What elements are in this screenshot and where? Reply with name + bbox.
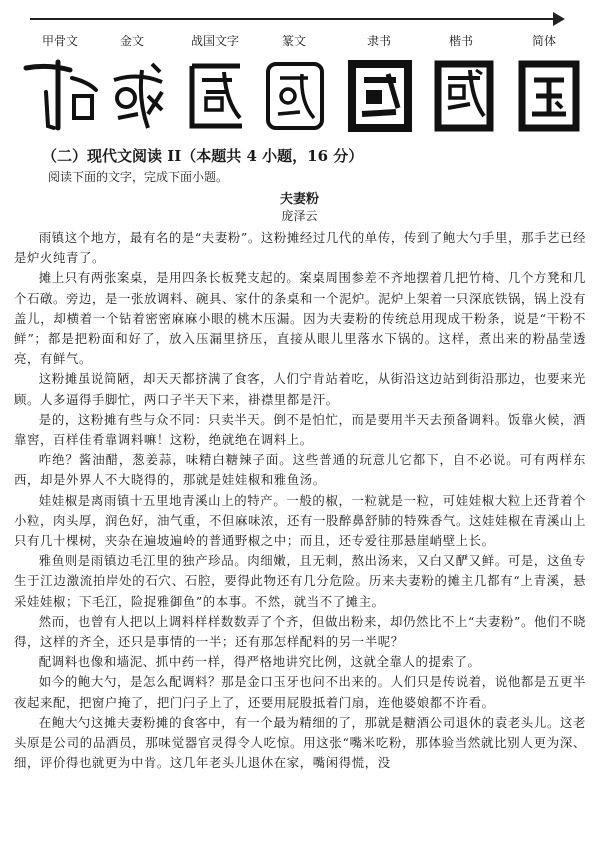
oracle-bone-guo-glyph-icon: [18, 56, 102, 136]
clerical-guo-glyph-icon: [346, 56, 414, 136]
script-stage-labels: [0, 32, 599, 50]
stage-label-oracle-bone: 甲骨文: [41, 34, 79, 48]
arrow-head-icon: [553, 12, 565, 26]
article-title: 夫妻粉: [279, 192, 319, 207]
article-paragraph: 摊上只有两张案桌，是用四条长板凳支起的。案桌周围参差不齐地摆着几把竹椅、几个方凳和几个石礅。旁边，是一张放调料、碗具、家什的条桌和一个泥炉。泥炉上架着一只深底铁锅，锅上没有盖儿，却横着一个钻着密密麻麻小眼的桃木压漏。因为夫妻粉的传统总用现成干粉条，说是“干粉不鲜”；都是把粉面和好了，放入压漏里挤压，直接从眼儿里落水下锅的。这样，煮出来的粉晶莹透亮，有鲜气。: [14, 270, 586, 367]
reading-instruction: 阅读下面的文字，完成下面小题。: [48, 170, 229, 184]
seal-guo-glyph-icon: [262, 56, 328, 136]
regular-guo-glyph-icon: [430, 56, 498, 136]
stage-label-warring-states: 战国文字: [190, 34, 240, 48]
guo-character-evolution-glyphs: [0, 56, 599, 136]
simplified-guo-glyph-icon: [514, 56, 584, 136]
article-paragraph: 咋绝？酱油醋，葱姜蒜，味精白糖辣子面。这些普通的玩意儿它都下，自不必说。可有两样东西，却是外界人不大晓得的，那就是娃娃椒和雅鱼汤。: [14, 452, 586, 488]
timeline-line: [30, 18, 555, 20]
stage-label-clerical: 隶书: [366, 34, 392, 48]
article-paragraph: 是的，这粉摊有些与众不同：只卖半天。倒不是怕忙，而是要用半天去预备调料。饭靠火候，酒靠窖，百样佳肴靠调料嘛！这粉，绝就绝在调料上。: [14, 411, 586, 448]
article-body: [14, 228, 586, 773]
stage-label-simplified: 简体: [531, 34, 557, 48]
stage-label-seal: 篆文: [281, 34, 307, 48]
article-paragraph: 雨镇这个地方，最有名的是“夫妻粉”。这粉摊经过几代的单传，传到了鲍大勺手里，那手艺已经是炉火纯青了。: [14, 230, 586, 266]
bronze-guo-glyph-icon: [108, 56, 168, 136]
article-paragraph: 配调料也像和墙泥、抓中药一样，得严格地讲究比例，这就全靠人的提索了。: [38, 654, 481, 670]
article-paragraph: 如今的鲍大勺，是怎么配调料？那是金口玉牙也问不出来的。人们只是传说着，说他都是五更半夜起来配，把窗户掩了，把门闩子上了，还要用屁股抵着门扇，连他婆娘都不许看。: [14, 674, 586, 710]
article-paragraph: 这粉摊虽说简陋，却天天都挤满了食客，人们宁肯站着吃，从街沿这边站到街沿那边，也要来光顾。人多逼得手脚忙，两口子半天下来，褂襟里都是汗。: [14, 371, 586, 407]
stage-label-regular: 楷书: [448, 34, 474, 48]
article-paragraph: 然而，也曾有人把以上调料样样数数弄了个齐，但做出粉来，却仍然比不上“夫妻粉”。他们不晓得，这样的齐全，还只是事情的一半；还有那怎样配料的另一半呢？: [14, 613, 586, 650]
evolution-timeline-arrow: [30, 10, 565, 26]
article-paragraph: 娃娃椒是离雨镇十五里地青溪山上的特产。一般的椒，一粒就是一粒，可娃娃椒大粒上还背着个小粒，肉头厚，润色好，油气重，不但麻味浓，还有一股醉鼻舒肺的特殊香气。这娃娃椒在青溪山上只有几十棵树，夹杂在遍坡遍岭的普通野椒之中；而且，还专爱往那悬崖峭壁上长。: [14, 492, 586, 549]
warring-states-guo-glyph-icon: [184, 56, 248, 136]
stage-label-bronze: 金文: [119, 34, 145, 48]
article-author: 庞泽云: [281, 209, 318, 223]
article-paragraph: 雅鱼则是雨镇边毛江里的独产珍品。肉细嫩，且无刺，熬出汤来，又白又酽又鲜。可是，这鱼专生于江边激流拍岸处的石穴、石腔，要得此物还有几分危险。历来夫妻粉的摊主几都有“上青溪，悬采娃娃椒；下毛江，险捉雅御鱼”的本事。不然，就当不了摊主。: [14, 553, 586, 609]
article-paragraph: 在鲍大勺这摊夫妻粉摊的食客中，有一个最为精细的了，那就是糖酒公司退休的袁老头儿。这老头原是公司的品酒员，那味觉器官灵得令人吃惊。用这张“嘴米吃粉，那体验当然就比别人更为深、细，评价得也就更为中肯。这几年老头儿退休在家，嘴闲得慌，没: [14, 714, 586, 771]
section-title: （二）现代文阅读 II（本题共 4 小题，16 分）: [42, 147, 364, 165]
